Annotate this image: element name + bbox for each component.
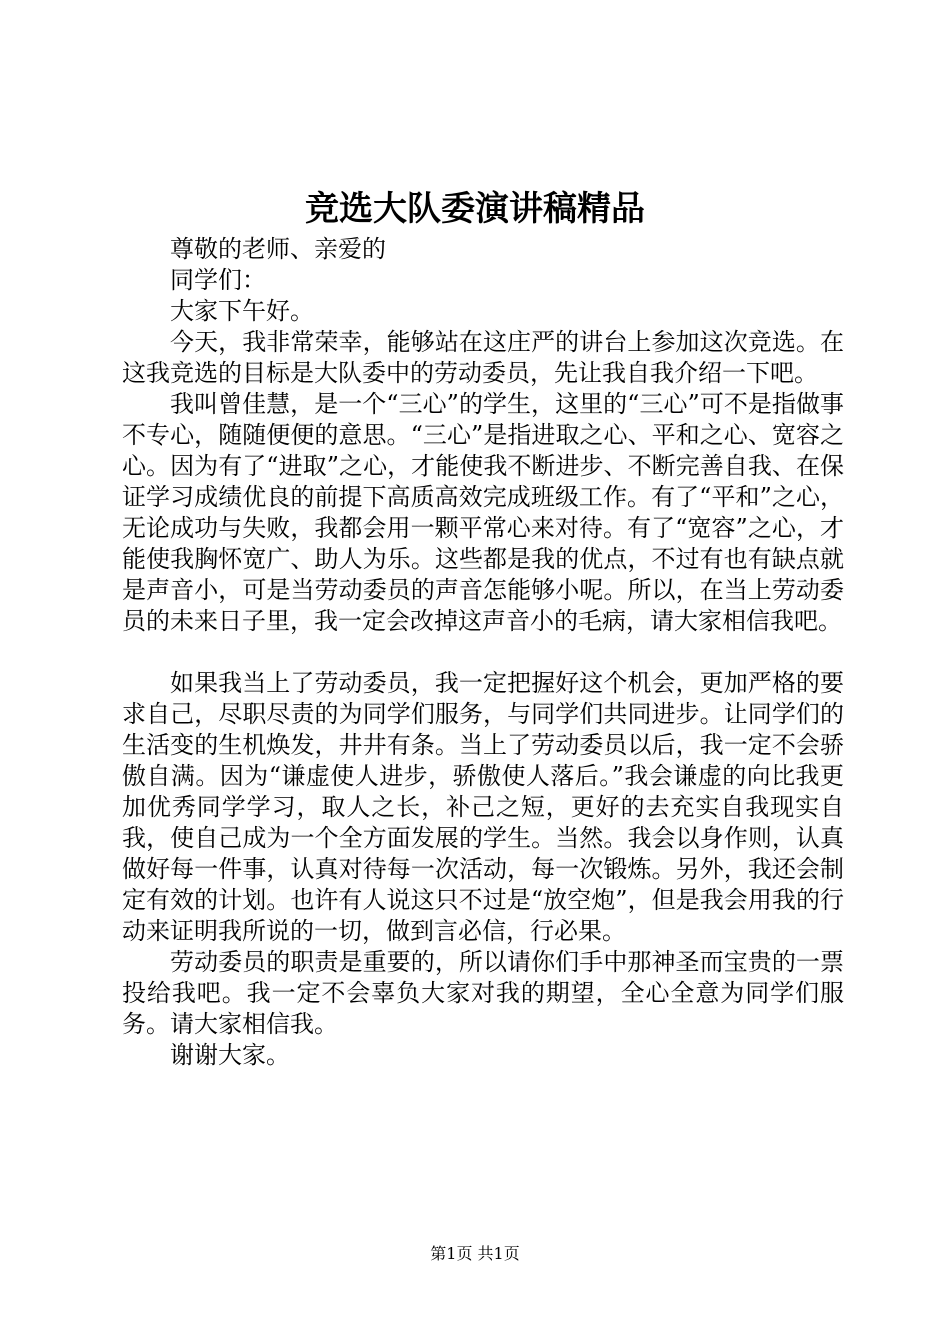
greeting-paragraph: 大家下午好。 xyxy=(170,297,314,325)
salutation-line-1: 尊敬的老师、亲爱的 xyxy=(170,235,386,263)
document-body xyxy=(122,234,844,1071)
salutation-line-2: 同学们： xyxy=(170,266,266,294)
appeal-paragraph: 劳动委员的职责是重要的，所以请你们手中那神圣而宝贵的一票投给我吧。我一定不会辜负大家对我的期望，全心全意为同学们服务。请大家相信我。 xyxy=(122,948,844,1038)
page-footer: 第1页 共1页 xyxy=(430,1244,520,1263)
self-description-paragraph: 我叫曾佳慧，是一个“三心”的学生，这里的“三心”可不是指做事不专心，随随便便的意思。“三心”是指进取之心、平和之心、宽容之心。因为有了“进取”之心，才能使我不断进步、不断完善自我、在保证学习成绩优良的前提下高质高效完成班级工作。有了“平和”之心，无论成功与失败，我都会用一颗平常心来对待。有了“宽容”之心，才能使我胸怀宽广、助人为乐。这些都是我的优点，不过有也有缺点就是声音小，可是当劳动委员的声音怎能够小呢。所以，在当上劳动委员的未来日子里，我一定会改掉这声音小的毛病，请大家相信我吧。 xyxy=(122,390,844,635)
document-title: 竞选大队委演讲稿精品 xyxy=(305,189,645,229)
plan-paragraph: 如果我当上了劳动委员，我一定把握好这个机会，更加严格的要求自己，尽职尽责的为同学们服务，与同学们共同进步。让同学们的生活变的生机焕发，井井有条。当上了劳动委员以后，我一定不会骄傲自满。因为“谦虚使人进步，骄傲使人落后。”我会谦虚的向比我更加优秀同学学习，取人之长，补己之短，更好的去充实自我现实自我，使自己成为一个全方面发展的学生。当然。我会以身作则，认真做好每一件事，认真对待每一次活动，每一次锻炼。另外，我还会制定有效的计划。也许有人说这只不过是“放空炮”，但是我会用我的行动来证明我所说的一切，做到言必信，行必果。 xyxy=(122,669,844,945)
closing-paragraph: 谢谢大家。 xyxy=(170,1041,290,1069)
intro-paragraph: 今天，我非常荣幸，能够站在这庄严的讲台上参加这次竞选。在这我竞选的目标是大队委中的劳动委员，先让我自我介绍一下吧。 xyxy=(122,328,844,387)
paragraph-gap xyxy=(122,637,844,668)
